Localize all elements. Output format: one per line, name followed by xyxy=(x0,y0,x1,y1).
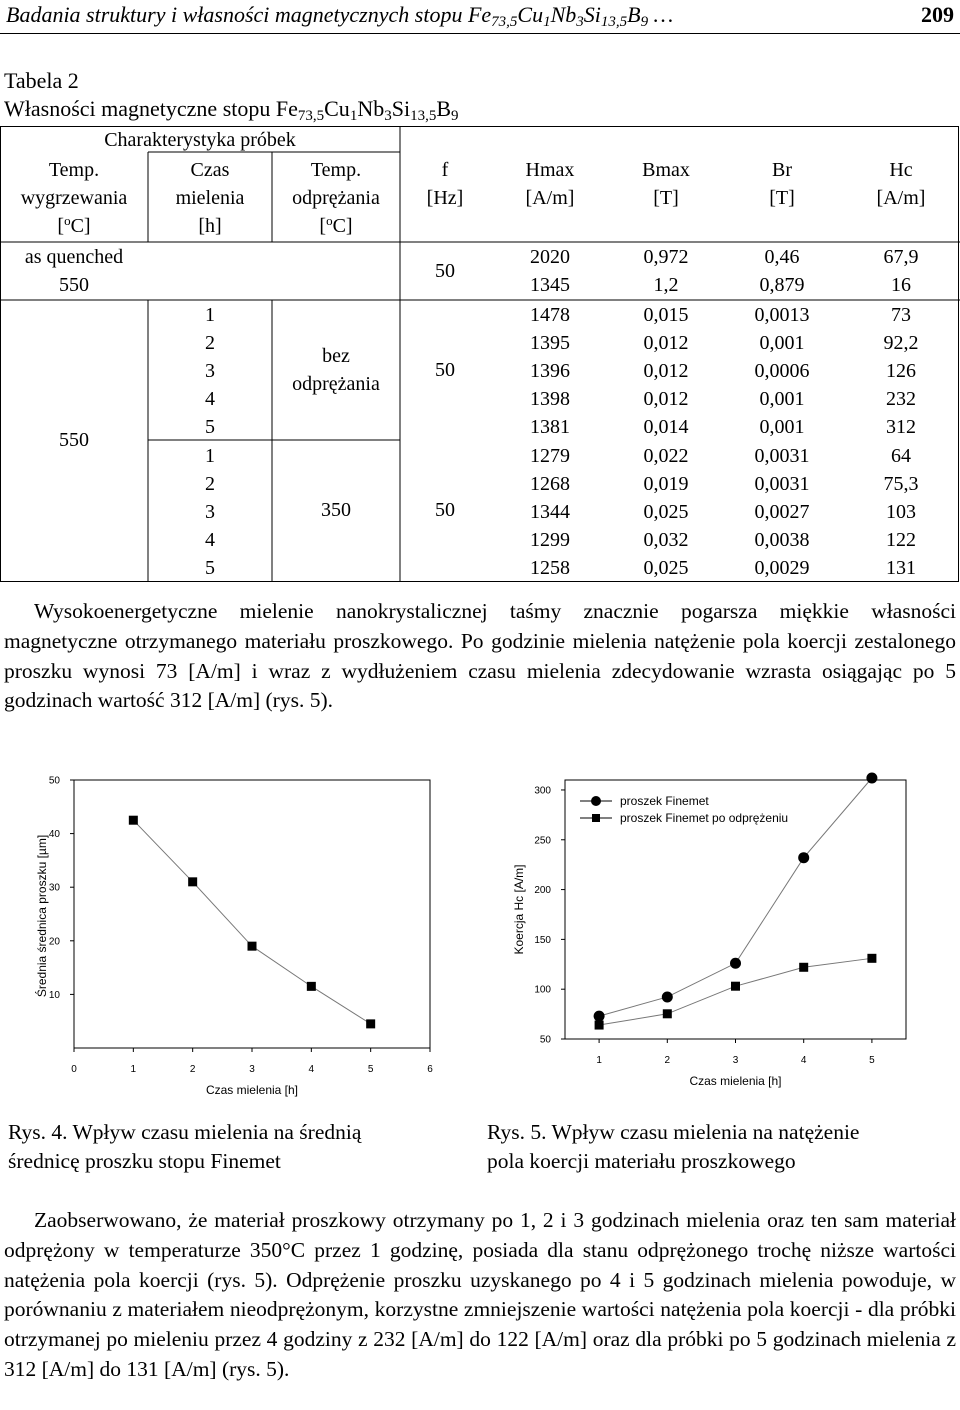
cell-odprezania: odprężania xyxy=(292,373,380,395)
cell-br: 0,0031 xyxy=(754,473,810,495)
cell-br: 0,0029 xyxy=(754,557,810,579)
magnetic-properties-table xyxy=(0,126,960,582)
plot-frame xyxy=(74,780,430,1048)
cell-hc: 16 xyxy=(891,274,911,296)
header-milling-time-1: Czas xyxy=(190,159,230,181)
cell-br: 0,0013 xyxy=(754,304,810,326)
header-bmax-unit: [T] xyxy=(653,187,679,209)
y-tick-label: 100 xyxy=(534,984,551,996)
cell-temp-550-a: 550 xyxy=(59,274,89,296)
cell-bmax: 0,014 xyxy=(643,416,689,438)
figure-4-caption xyxy=(8,1118,361,1176)
y-tick-label: 50 xyxy=(539,1034,551,1046)
data-point xyxy=(248,942,257,951)
x-tick-label: 1 xyxy=(130,1064,137,1075)
cell-as-quenched: as quenched xyxy=(24,246,124,268)
data-point xyxy=(594,1011,605,1022)
cell-f-50-a: 50 xyxy=(435,260,455,282)
cell-bez: bez xyxy=(322,345,350,367)
y-axis-label: Koercja Hc [A/m] xyxy=(512,864,526,955)
header-f: f xyxy=(441,159,449,181)
header-temp-anneal-1: Temp. xyxy=(48,159,100,181)
data-point xyxy=(798,852,809,863)
header-milling-time-unit: [h] xyxy=(198,215,222,237)
cell-hmax: 1268 xyxy=(530,473,570,495)
cell-hmax: 1299 xyxy=(530,529,570,551)
cell-br: 0,0031 xyxy=(754,445,810,467)
cell-time: 1 xyxy=(205,445,215,467)
cell-hc: 75,3 xyxy=(883,473,919,495)
cell-hc: 122 xyxy=(886,529,916,551)
cell-br: 0,0038 xyxy=(754,529,810,551)
data-point xyxy=(662,991,673,1002)
header-hc: Hc xyxy=(889,159,913,181)
cell-time: 4 xyxy=(205,529,215,551)
cell-hmax: 2020 xyxy=(530,246,570,268)
x-axis-label: Czas mielenia [h] xyxy=(689,1074,782,1088)
cell-time: 1 xyxy=(205,304,215,326)
cell-time: 2 xyxy=(205,332,215,354)
x-tick-label: 4 xyxy=(308,1064,315,1075)
x-tick-label: 1 xyxy=(596,1055,602,1066)
cell-f-50-b: 50 xyxy=(435,359,455,381)
data-point xyxy=(730,958,741,969)
header-temp-anneal-unit: [$^o$C] xyxy=(57,213,91,237)
cell-hc: 67,9 xyxy=(883,246,919,268)
cell-hmax: 1398 xyxy=(530,388,570,410)
y-tick-label: 40 xyxy=(48,829,60,841)
y-tick-label: 250 xyxy=(534,835,551,847)
legend-marker xyxy=(591,796,601,806)
cell-time: 5 xyxy=(205,557,215,579)
data-point xyxy=(307,982,316,991)
data-point xyxy=(129,816,138,825)
figure-5-caption-line-2: pola koercji materiału proszkowego xyxy=(487,1149,796,1173)
cell-f-50-c: 50 xyxy=(435,499,455,521)
header-bmax: Bmax xyxy=(642,159,690,181)
cell-bmax: 0,015 xyxy=(643,304,689,326)
data-point xyxy=(731,982,740,991)
data-point xyxy=(799,963,808,972)
y-tick-label: 50 xyxy=(48,775,60,787)
running-head-title: Badania struktury i własności magnetycznych stopu $Fe_{73,5}Cu_1Nb_3Si_{13,5}B_9$ … xyxy=(6,2,674,30)
cell-br: 0,0027 xyxy=(754,501,810,523)
chart-particle-size xyxy=(0,768,470,1098)
data-point xyxy=(867,954,876,963)
cell-br: 0,879 xyxy=(759,274,805,296)
header-hc-unit: [A/m] xyxy=(876,187,926,209)
cell-bmax: 0,032 xyxy=(643,529,689,551)
cell-hc: 73 xyxy=(891,304,911,326)
cell-bmax: 1,2 xyxy=(653,274,679,296)
x-tick-label: 6 xyxy=(427,1064,433,1075)
cell-hmax: 1279 xyxy=(530,445,570,467)
x-tick-label: 2 xyxy=(664,1055,671,1066)
header-br: Br xyxy=(772,159,792,181)
x-tick-label: 5 xyxy=(367,1064,374,1075)
y-tick-label: 10 xyxy=(48,989,60,1001)
cell-time: 3 xyxy=(205,360,215,382)
header-temp-stress-2: odprężania xyxy=(292,187,380,209)
y-tick-label: 200 xyxy=(534,885,551,897)
cell-hmax: 1395 xyxy=(530,332,570,354)
cell-hc: 64 xyxy=(891,445,911,467)
group-header: Charakterystyka próbek xyxy=(104,129,296,151)
header-milling-time-2: mielenia xyxy=(175,187,245,209)
figure-4-caption-line-1: Rys. 4. Wpływ czasu mielenia na średnią xyxy=(8,1120,362,1144)
series-line xyxy=(133,820,370,1024)
cell-hc: 312 xyxy=(886,416,916,438)
cell-br: 0,001 xyxy=(759,332,805,354)
cell-hmax: 1345 xyxy=(530,274,570,296)
figure-4-caption-line-2: średnicę proszku stopu Finemet xyxy=(8,1149,281,1173)
data-point xyxy=(663,1009,672,1018)
cell-br: 0,001 xyxy=(759,416,805,438)
cell-bmax: 0,012 xyxy=(643,332,689,354)
header-temp-stress-1: Temp. xyxy=(310,159,362,181)
y-tick-label: 20 xyxy=(48,936,60,948)
cell-bmax: 0,012 xyxy=(643,388,689,410)
data-point xyxy=(866,773,877,784)
cell-br: 0,001 xyxy=(759,388,805,410)
cell-hc: 131 xyxy=(886,557,916,579)
cell-time: 5 xyxy=(205,416,215,438)
x-tick-label: 5 xyxy=(869,1055,875,1066)
legend-label: proszek Finemet po odprężeniu xyxy=(620,811,789,825)
figure-5-caption-line-1: Rys. 5. Wpływ czasu mielenia na natężenie xyxy=(487,1120,860,1144)
page-number: 209 xyxy=(921,2,954,27)
x-axis-label: Czas mielenia [h] xyxy=(205,1083,299,1097)
x-tick-label: 0 xyxy=(71,1064,77,1075)
legend-label: proszek Finemet xyxy=(620,794,709,808)
cell-time: 2 xyxy=(205,473,215,495)
cell-br: 0,0006 xyxy=(754,360,810,382)
data-point xyxy=(366,1019,375,1028)
cell-bmax: 0,972 xyxy=(643,246,689,268)
cell-br: 0,46 xyxy=(764,246,800,268)
paragraph-2: Zaobserwowano, że materiał proszkowy otrzymany po 1, 2 i 3 godzinach mielenia oraz ten sam materiał odprężony w temperaturze 350°C przez 1 godzinę, posiada dla stanu odprężonego trochę niższe wartości natężenia pola koercji (rys. 5). Odprężenie proszku uzyskanego po 4 i 5 godzinach mielenia powoduje, w porównaniu z materiałem nieodprężonym, korzystne zmniejszenie wartości natężenia pola koercji - dla próbki otrzymanej po mieleniu przez 4 godziny z 232 [A/m] do 122 [A/m] oraz dla próbki po 5 godzinach mielenia z 312 [A/m] do 131 [A/m] (rys. 5). xyxy=(4,1208,956,1381)
chart-coercivity xyxy=(490,768,960,1098)
cell-time: 3 xyxy=(205,501,215,523)
cell-hmax: 1258 xyxy=(530,557,570,579)
header-hmax: Hmax xyxy=(525,159,575,181)
figure-5-caption xyxy=(487,1118,859,1176)
y-tick-label: 150 xyxy=(534,934,551,946)
header-hmax-unit: [A/m] xyxy=(525,187,575,209)
cell-hmax: 1381 xyxy=(530,416,570,438)
y-tick-label: 300 xyxy=(534,785,551,797)
cell-hmax: 1344 xyxy=(530,501,570,523)
cell-bmax: 0,025 xyxy=(643,557,689,579)
header-f-unit: [Hz] xyxy=(426,187,464,209)
paragraph-1: Wysokoenergetyczne mielenie nanokrystalicznej taśmy znacznie pogarsza miękkie własności magnetyczne otrzymanego materiału proszkowego. Po godzinie mielenia natężenie pola koercji zestalonego proszku wynosi 73 [A/m] i wraz z wydłużeniem czasu mielenia zdecydowanie wzrasta osiągając po 5 godzinach wartość 312 [A/m] (rys. 5). xyxy=(4,599,956,713)
x-tick-label: 4 xyxy=(800,1055,807,1066)
cell-hmax: 1478 xyxy=(530,304,570,326)
cell-hc: 126 xyxy=(886,360,916,382)
y-axis-label: Średnia średnica proszku [µm] xyxy=(35,834,49,998)
cell-bmax: 0,019 xyxy=(643,473,689,495)
cell-temp-550-b: 550 xyxy=(59,429,89,451)
x-tick-label: 2 xyxy=(189,1064,196,1075)
cell-bmax: 0,025 xyxy=(643,501,689,523)
cell-hc: 232 xyxy=(886,388,916,410)
header-br-unit: [T] xyxy=(769,187,795,209)
x-tick-label: 3 xyxy=(249,1064,255,1075)
cell-temp-350: 350 xyxy=(321,499,351,521)
x-tick-label: 3 xyxy=(732,1055,739,1066)
data-point xyxy=(595,1021,604,1030)
cell-hc: 103 xyxy=(886,501,916,523)
cell-hc: 92,2 xyxy=(883,332,919,354)
data-point xyxy=(188,877,197,886)
header-temp-stress-unit: [$^o$C] xyxy=(319,213,353,237)
running-head xyxy=(0,0,960,34)
table-label: Tabela 2 xyxy=(4,68,79,93)
table-caption: Własności magnetyczne stopu $Fe_{73,5}Cu_1Nb_3Si_{13,5}B_9$ xyxy=(4,96,459,124)
header-temp-anneal-2: wygrzewania xyxy=(20,187,128,209)
cell-bmax: 0,022 xyxy=(643,445,689,467)
y-tick-label: 30 xyxy=(48,882,60,894)
cell-hmax: 1396 xyxy=(530,360,570,382)
running-head-rule xyxy=(0,33,960,34)
legend-marker xyxy=(592,814,600,822)
cell-time: 4 xyxy=(205,388,215,410)
cell-bmax: 0,012 xyxy=(643,360,689,382)
